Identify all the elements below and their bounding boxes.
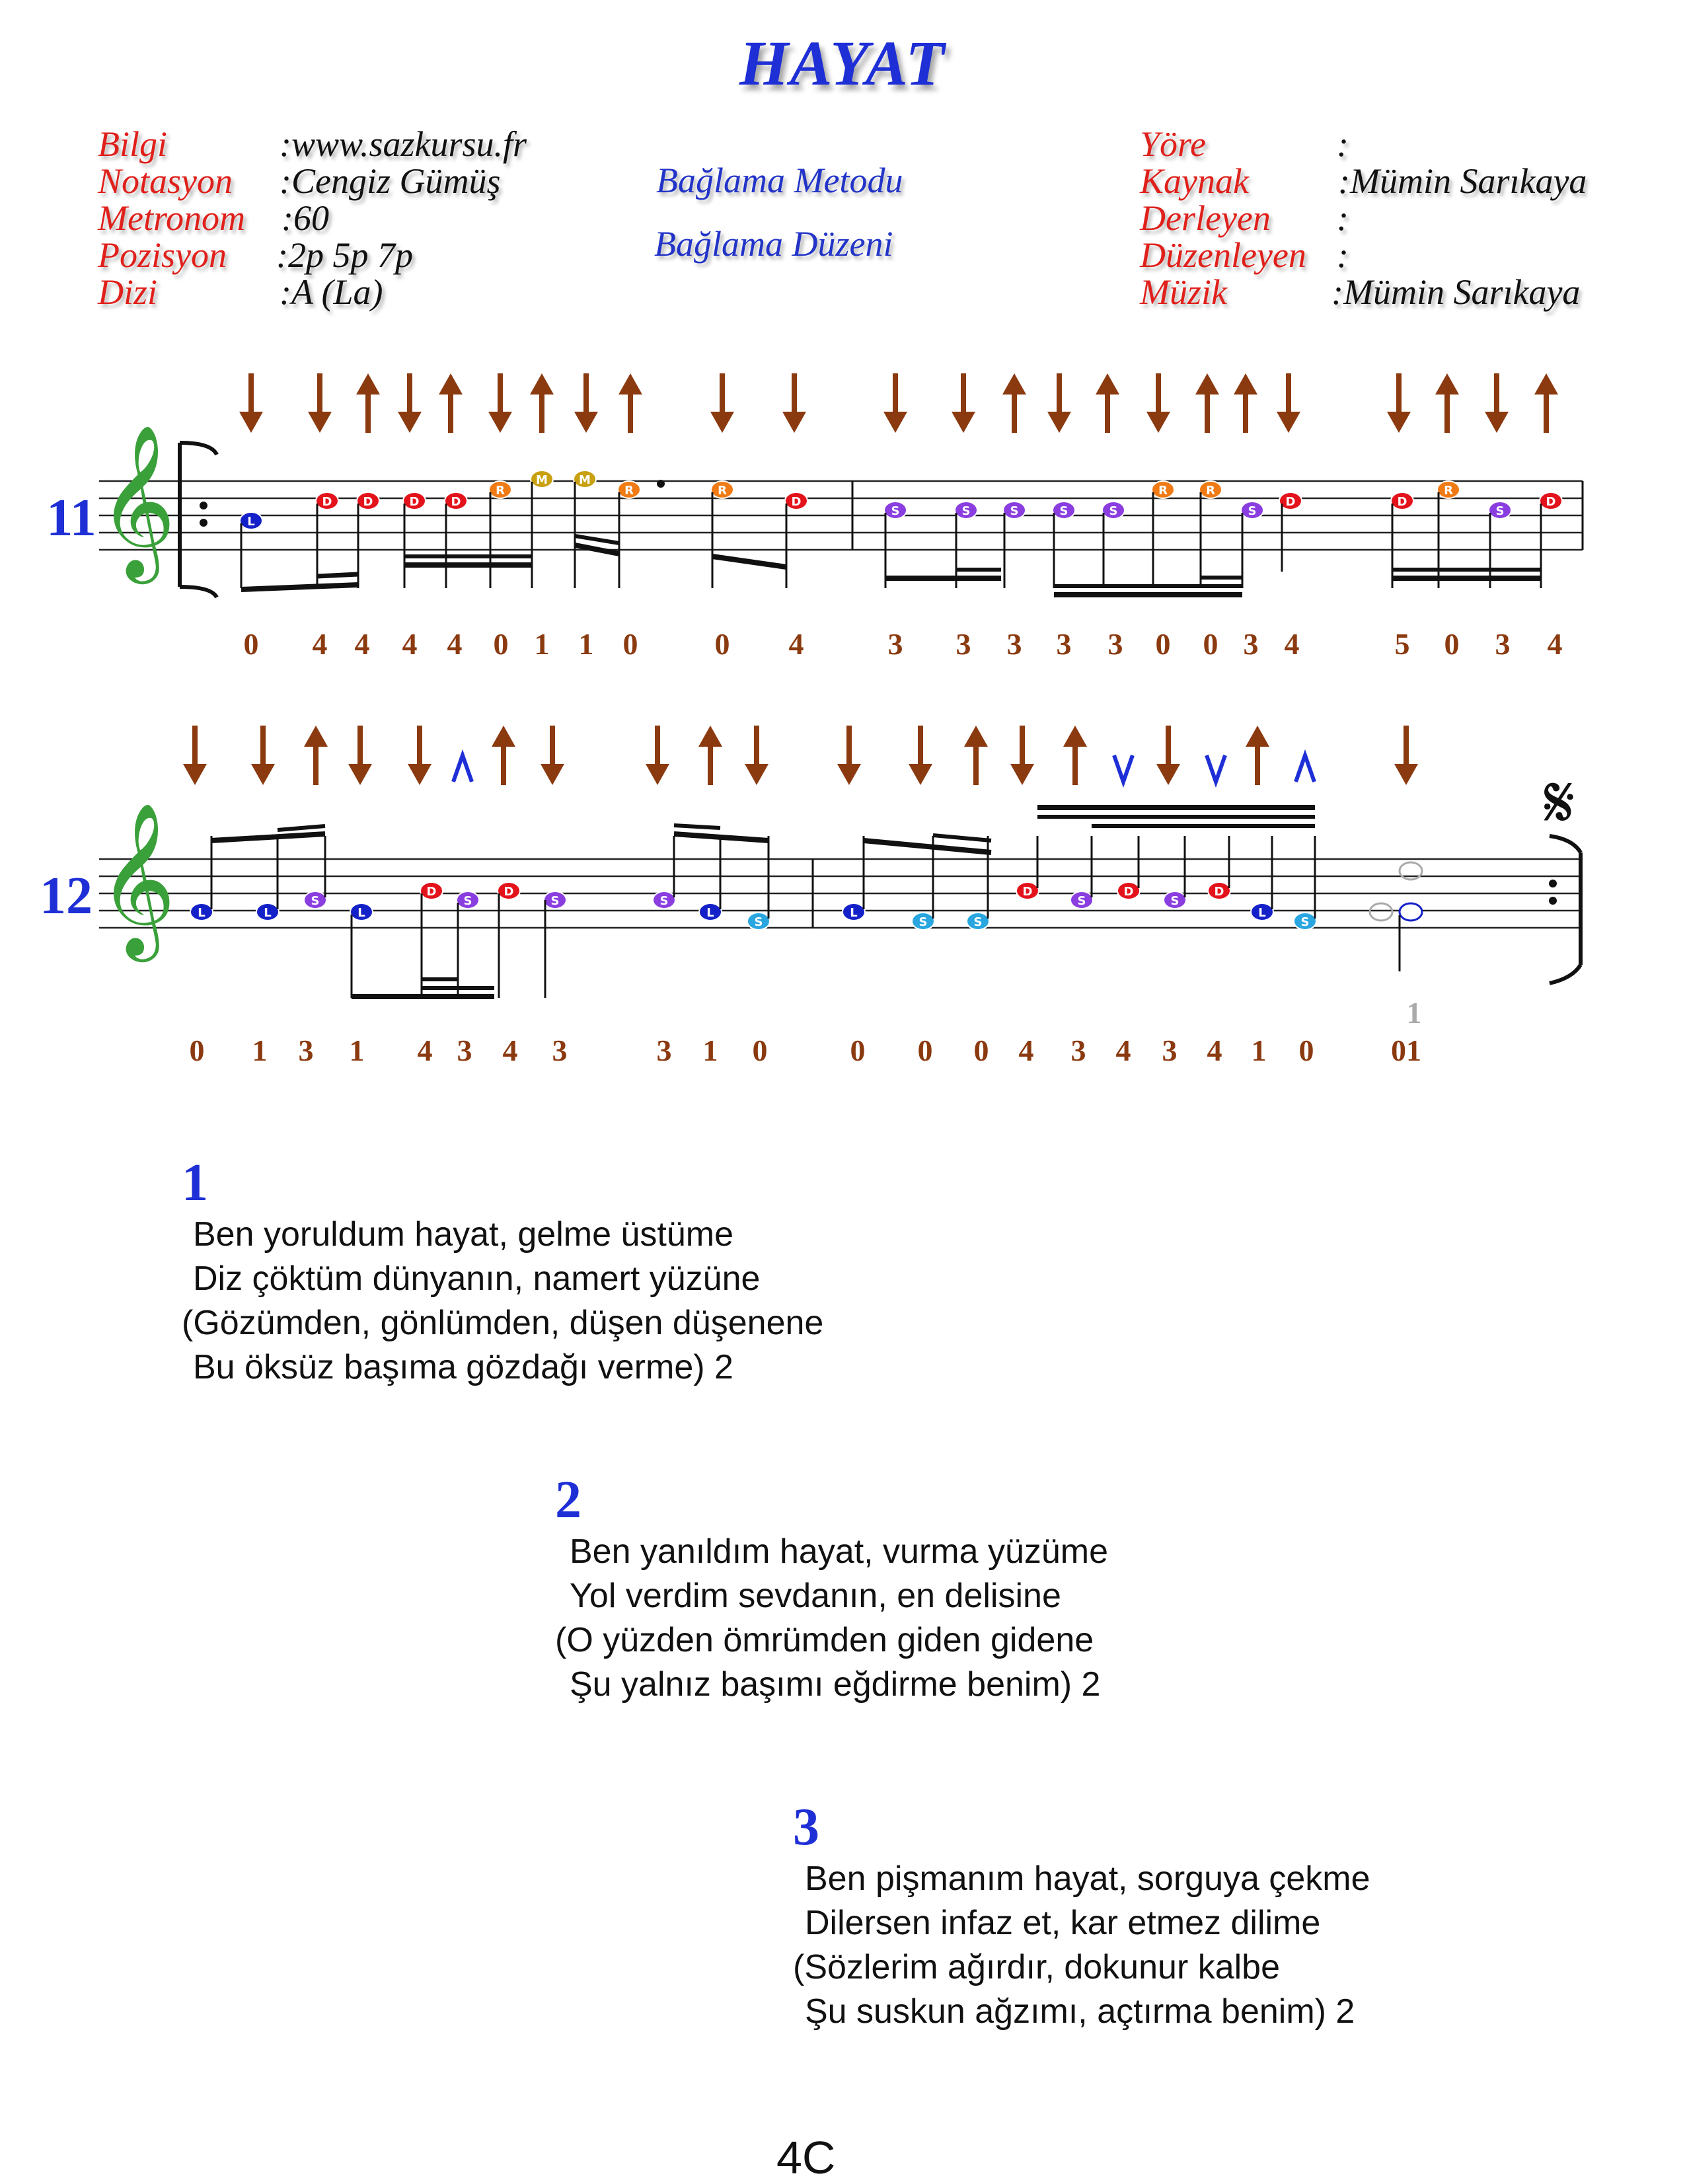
info-value: : (1337, 198, 1349, 238)
fret-number: 3 (1495, 627, 1511, 661)
note-letter: R (718, 484, 727, 498)
note-letter: R (1206, 484, 1215, 498)
arrow-head (1156, 764, 1180, 785)
note (256, 836, 279, 921)
repeat-dot (200, 519, 207, 527)
verse-1 (182, 1153, 823, 1390)
fret-number: 4 (417, 1034, 433, 1067)
down-arrow-icon (488, 373, 512, 433)
down-arrow-icon (952, 373, 975, 433)
verse-line: Şu yalnız başımı eğdirme benim) 2 (570, 1665, 1101, 1704)
info-value: :Mümin Sarıkaya (1331, 272, 1581, 312)
arrow-head (1195, 373, 1219, 395)
info-value: :www.sazkursu.fr (280, 124, 527, 164)
down-arrow-icon (308, 373, 332, 433)
arrow-head (1246, 726, 1269, 747)
down-arrow-icon (239, 373, 263, 433)
note (785, 492, 807, 588)
down-arrow-icon (837, 726, 861, 785)
fret-number: 4 (1115, 1034, 1131, 1067)
arrow-head (492, 726, 515, 747)
note-letter: S (1248, 504, 1257, 518)
beam (278, 826, 325, 830)
repeat-dot (1549, 880, 1557, 887)
fret-number: 3 (457, 1034, 472, 1067)
down-arrow-icon (1047, 373, 1071, 433)
verse-line: Diz çöktüm dünyanın, namert yüzüne (193, 1260, 761, 1298)
info-label: Müzik (1140, 272, 1227, 312)
arrow-head (304, 726, 328, 747)
note (457, 891, 479, 998)
fret-number: 3 (955, 627, 971, 661)
note-letter: R (1444, 484, 1453, 498)
note-letter: S (1495, 504, 1505, 518)
down-arrow-icon (541, 726, 564, 785)
dot (657, 480, 665, 488)
note (350, 903, 373, 998)
verse-line: Ben yoruldum hayat, gelme üstüme (193, 1215, 733, 1254)
note (1053, 502, 1075, 588)
arrow-head (646, 764, 669, 785)
note-letter: D (504, 885, 514, 899)
note (531, 471, 553, 588)
fret-number: 0 (714, 627, 730, 661)
note (653, 836, 675, 909)
arrow-head (909, 764, 932, 785)
note (1294, 836, 1316, 930)
beam (317, 574, 358, 576)
down-arrow-icon (1485, 373, 1509, 433)
note (1251, 836, 1273, 921)
info-value: :60 (281, 198, 329, 238)
arrow-head (251, 764, 275, 785)
down-arrow-icon (348, 726, 372, 785)
repeat-dot (200, 502, 207, 509)
arrow-head (964, 726, 988, 747)
note-letter: D (451, 495, 461, 509)
info-value: : (1337, 124, 1349, 164)
info-value: :2p 5p 7p (276, 235, 413, 275)
note-letter: D (1022, 885, 1033, 899)
up-arrow-icon (618, 373, 642, 433)
up-arrow-icon (1246, 726, 1269, 785)
down-arrow-icon (646, 726, 669, 785)
fret-number: 4 (1547, 627, 1563, 661)
beam (674, 834, 768, 841)
fret-number: 0 (1155, 627, 1171, 661)
note (1208, 836, 1230, 899)
beam (933, 835, 991, 841)
note-letter: R (624, 484, 634, 498)
note-letter: S (1077, 894, 1086, 908)
up-arrow-icon (964, 726, 988, 785)
note (1117, 836, 1140, 899)
info-label: Pozisyon (98, 235, 227, 275)
arrow-head (782, 412, 806, 433)
baglama-metodu-label: Bağlama Metodu (656, 161, 903, 200)
fret-number: 1 (702, 1034, 718, 1067)
down-arrow-icon (1394, 726, 1418, 785)
treble-clef-icon: 𝄞 (98, 802, 176, 956)
caret-stroke (1296, 755, 1314, 782)
up-arrow-icon (1234, 373, 1257, 433)
note-letter: S (754, 915, 763, 929)
verse-3 (793, 1797, 1370, 2034)
note (304, 836, 326, 909)
verse-line: Dilersen infaz et, kar etmez dilime (805, 1904, 1321, 1942)
fret-number: 1 (1251, 1034, 1267, 1067)
song-title: HAYAT (739, 28, 946, 98)
verse-line: (O yüzden ömrümden giden gidene (555, 1621, 1094, 1659)
note-letter: S (550, 894, 560, 908)
info-value: :A (La) (280, 272, 383, 312)
info-label: Metronom (98, 198, 245, 238)
note-letter: S (1010, 504, 1019, 518)
verse-line: (Sözlerim ağırdır, dokunur kalbe (793, 1948, 1281, 1986)
note (955, 502, 977, 588)
treble-clef-icon: 𝄞 (98, 424, 176, 578)
note-letter: D (426, 885, 437, 899)
fret-number: 4 (402, 627, 418, 661)
down-arrow-icon (745, 726, 768, 785)
fret-number: 3 (1056, 627, 1072, 661)
caret-stroke (453, 755, 472, 782)
note (574, 471, 596, 588)
note (1016, 836, 1039, 899)
note-letter: D (1546, 495, 1556, 509)
arrow-head (1002, 373, 1026, 395)
fret-number: 0 (1444, 627, 1460, 661)
note-letter: M (536, 473, 548, 487)
note-letter: L (1407, 906, 1415, 920)
fret-number: 5 (1394, 627, 1410, 661)
note (544, 891, 566, 998)
verse-2 (555, 1470, 1108, 1707)
note-letter: M (579, 473, 591, 487)
arrow-head (1394, 764, 1418, 785)
up-arrow-icon (1195, 373, 1219, 433)
verse-number: 1 (182, 1154, 208, 1212)
arrow-head (745, 764, 768, 785)
baglama-duzeni-label: Bağlama Düzeni (654, 224, 893, 264)
down-arrow-icon (574, 373, 598, 433)
beam (575, 536, 619, 543)
note-letter: S (891, 504, 900, 518)
arrow-head (488, 412, 512, 433)
arrow-head (308, 412, 332, 433)
system-number: 11 (46, 489, 96, 547)
note (498, 882, 520, 998)
down-arrow-icon (710, 373, 734, 433)
fret-number: 4 (354, 627, 370, 661)
info-label: Derleyen (1140, 198, 1271, 238)
fret-number: 3 (298, 1034, 314, 1067)
verse-number: 2 (555, 1471, 581, 1529)
arrow-head (883, 412, 907, 433)
arrow-head (183, 764, 207, 785)
repeat-dot (1549, 897, 1557, 905)
arrow-head (698, 726, 722, 747)
note-letter: S (1170, 894, 1180, 908)
up-arrow-icon (492, 726, 515, 785)
down-arrow-icon (1277, 373, 1300, 433)
down-arrow-icon (1156, 726, 1180, 785)
note-letter: S (1109, 504, 1118, 518)
note (1164, 836, 1186, 909)
note-letter: D (322, 495, 332, 509)
beam (712, 556, 786, 567)
note-letter: R (496, 484, 505, 498)
note-letter: D (1214, 885, 1224, 899)
beam (864, 841, 991, 852)
note (1199, 481, 1222, 588)
fret-number: 3 (1070, 1034, 1086, 1067)
note (1391, 492, 1413, 588)
note-letter: S (973, 915, 983, 929)
note-letter: D (791, 495, 802, 509)
ghost-notehead (1370, 903, 1392, 921)
arrow-head (574, 412, 598, 433)
arrow-head (1485, 412, 1509, 433)
fret-number: 1 (1406, 996, 1422, 1030)
arrow-head (618, 373, 642, 395)
note-letter: L (264, 906, 272, 920)
down-arrow-icon (398, 373, 422, 433)
fret-number: 4 (1207, 1034, 1222, 1067)
down-arrow-icon (782, 373, 806, 433)
arrow-head (1047, 412, 1071, 433)
note-letter: S (659, 894, 669, 908)
down-arrow-icon (183, 726, 207, 785)
arrow-head (439, 373, 463, 395)
fret-number: 01 (1391, 1034, 1421, 1067)
note-letter: S (1300, 915, 1310, 929)
beam (241, 585, 358, 589)
beam (674, 825, 720, 828)
up-arrow-icon (698, 726, 722, 785)
system-number: 12 (40, 867, 93, 925)
up-arrow-icon (1063, 726, 1087, 785)
down-arrow-icon (1387, 373, 1411, 433)
fret-number: 3 (1107, 627, 1123, 661)
verse-line: Ben pişmanım hayat, sorguya çekme (805, 1860, 1370, 1898)
up-arrow-icon (530, 373, 554, 433)
verse-line: Yol verdim sevdanın, en delisine (570, 1577, 1061, 1615)
note (403, 492, 426, 588)
fret-number: 4 (502, 1034, 518, 1067)
note (445, 492, 467, 588)
fret-number: 0 (917, 1034, 933, 1067)
fret-number: 1 (578, 627, 594, 661)
down-arrow-icon (909, 726, 932, 785)
note-letter: L (850, 906, 858, 920)
arrow-head (541, 764, 564, 785)
segno-icon: 𝄋 (1544, 760, 1575, 845)
arrow-head (1096, 373, 1119, 395)
up-arrow-icon (1534, 373, 1558, 433)
down-arrow-icon (408, 726, 431, 785)
note-letter: R (1158, 484, 1168, 498)
note-letter: L (1258, 906, 1266, 920)
info-label: Kaynak (1140, 161, 1249, 201)
note (618, 481, 640, 588)
up-arrow-icon (304, 726, 328, 785)
note (190, 836, 213, 921)
info-label: Bilgi (98, 124, 167, 164)
up-arrow-icon (356, 373, 380, 433)
note (357, 492, 379, 588)
down-arrow-icon (883, 373, 907, 433)
caret-stroke (1207, 755, 1225, 782)
fret-number: 3 (1162, 1034, 1178, 1067)
arrow-head (1277, 412, 1300, 433)
fret-number: 1 (349, 1034, 365, 1067)
arrow-head (1387, 412, 1411, 433)
fret-number: 1 (534, 627, 550, 661)
arrow-head (1010, 764, 1034, 785)
fret-number: 0 (752, 1034, 768, 1067)
info-value: : (1337, 235, 1349, 275)
fret-number: 0 (189, 1034, 205, 1067)
verse-number: 3 (793, 1798, 819, 1856)
note-letter: L (198, 906, 206, 920)
arrow-head (1063, 726, 1087, 747)
fret-number: 3 (552, 1034, 568, 1067)
note (1437, 481, 1460, 588)
arrow-head (1534, 373, 1558, 395)
note-letter: S (311, 894, 320, 908)
caret-stroke (1114, 755, 1133, 782)
note-letter: D (363, 495, 373, 509)
down-arrow-icon (1010, 726, 1034, 785)
arrow-head (348, 764, 372, 785)
fret-number: 0 (1298, 1034, 1314, 1067)
note-letter: D (409, 495, 420, 509)
fret-number: 4 (312, 627, 328, 661)
note-letter: S (918, 915, 928, 929)
repeat-bracket (1550, 836, 1581, 983)
beam (211, 834, 325, 841)
note (699, 836, 722, 921)
info-label: Yöre (1140, 124, 1207, 164)
fret-number: 0 (493, 627, 509, 661)
arrow-head (356, 373, 380, 395)
note-letter: S (961, 504, 971, 518)
fret-number: 1 (252, 1034, 268, 1067)
verse-line: Ben yanıldım hayat, vurma yüzüme (570, 1532, 1109, 1571)
note (884, 502, 907, 588)
note (1003, 502, 1026, 588)
note (842, 836, 865, 921)
down-arrow-icon (1146, 373, 1170, 433)
arrow-head (239, 412, 263, 433)
verse-line: (Gözümden, gönlümden, düşen düşenene (182, 1304, 824, 1342)
caret-down-icon (1114, 755, 1133, 782)
note-letter: D (1397, 495, 1407, 509)
caret-up-icon (453, 755, 472, 782)
arrow-head (398, 412, 422, 433)
arrow-head (530, 373, 554, 395)
note (1152, 481, 1174, 588)
note-letter: D (1285, 495, 1296, 509)
arrow-head (1435, 373, 1459, 395)
note-letter: L (357, 906, 365, 920)
page-number: 4C (776, 2132, 836, 2183)
caret-down-icon (1207, 755, 1225, 782)
fret-number: 4 (1284, 627, 1300, 661)
arrow-head (710, 412, 734, 433)
fret-number: 0 (850, 1034, 866, 1067)
info-value: :Cengiz Gümüş (280, 161, 501, 201)
up-arrow-icon (1435, 373, 1459, 433)
note (912, 836, 934, 930)
up-arrow-icon (1002, 373, 1026, 433)
arrow-head (952, 412, 975, 433)
fret-number: 0 (243, 627, 259, 661)
info-label: Notasyon (98, 161, 233, 201)
note (1102, 502, 1125, 588)
note (489, 481, 511, 588)
info-label: Düzenleyen (1140, 235, 1306, 275)
fret-number: 3 (656, 1034, 672, 1067)
fret-number: 3 (887, 627, 903, 661)
note (1070, 836, 1093, 909)
fret-number: 4 (788, 627, 804, 661)
arrow-head (408, 764, 431, 785)
fret-number: 3 (1243, 627, 1259, 661)
fret-number: 4 (447, 627, 463, 661)
info-value: :Mümin Sarıkaya (1338, 161, 1587, 201)
down-arrow-icon (251, 726, 275, 785)
arrow-head (1234, 373, 1257, 395)
note-letter: S (463, 894, 472, 908)
fret-number: 0 (622, 627, 638, 661)
arrow-head (1146, 412, 1170, 433)
verse-line: Bu öksüz başıma gözdağı verme) 2 (193, 1348, 733, 1386)
note (1241, 502, 1263, 588)
verse-line: Şu suskun ağzımı, açtırma benim) 2 (805, 1992, 1355, 2031)
note (1489, 502, 1511, 588)
note (1540, 492, 1562, 588)
arrow-head (837, 764, 861, 785)
note-letter: L (247, 515, 255, 529)
up-arrow-icon (439, 373, 463, 433)
fret-number: 4 (1018, 1034, 1034, 1067)
note-letter: D (1123, 885, 1134, 899)
fret-number: 0 (1203, 627, 1218, 661)
note (711, 481, 733, 588)
fret-number: 0 (973, 1034, 989, 1067)
info-label: Dizi (98, 272, 158, 312)
caret-up-icon (1296, 755, 1314, 782)
up-arrow-icon (1096, 373, 1119, 433)
repeat-bracket (180, 443, 217, 597)
fret-number: 3 (1006, 627, 1022, 661)
note-letter: L (706, 906, 714, 920)
note-letter: S (1059, 504, 1068, 518)
note (747, 836, 770, 930)
